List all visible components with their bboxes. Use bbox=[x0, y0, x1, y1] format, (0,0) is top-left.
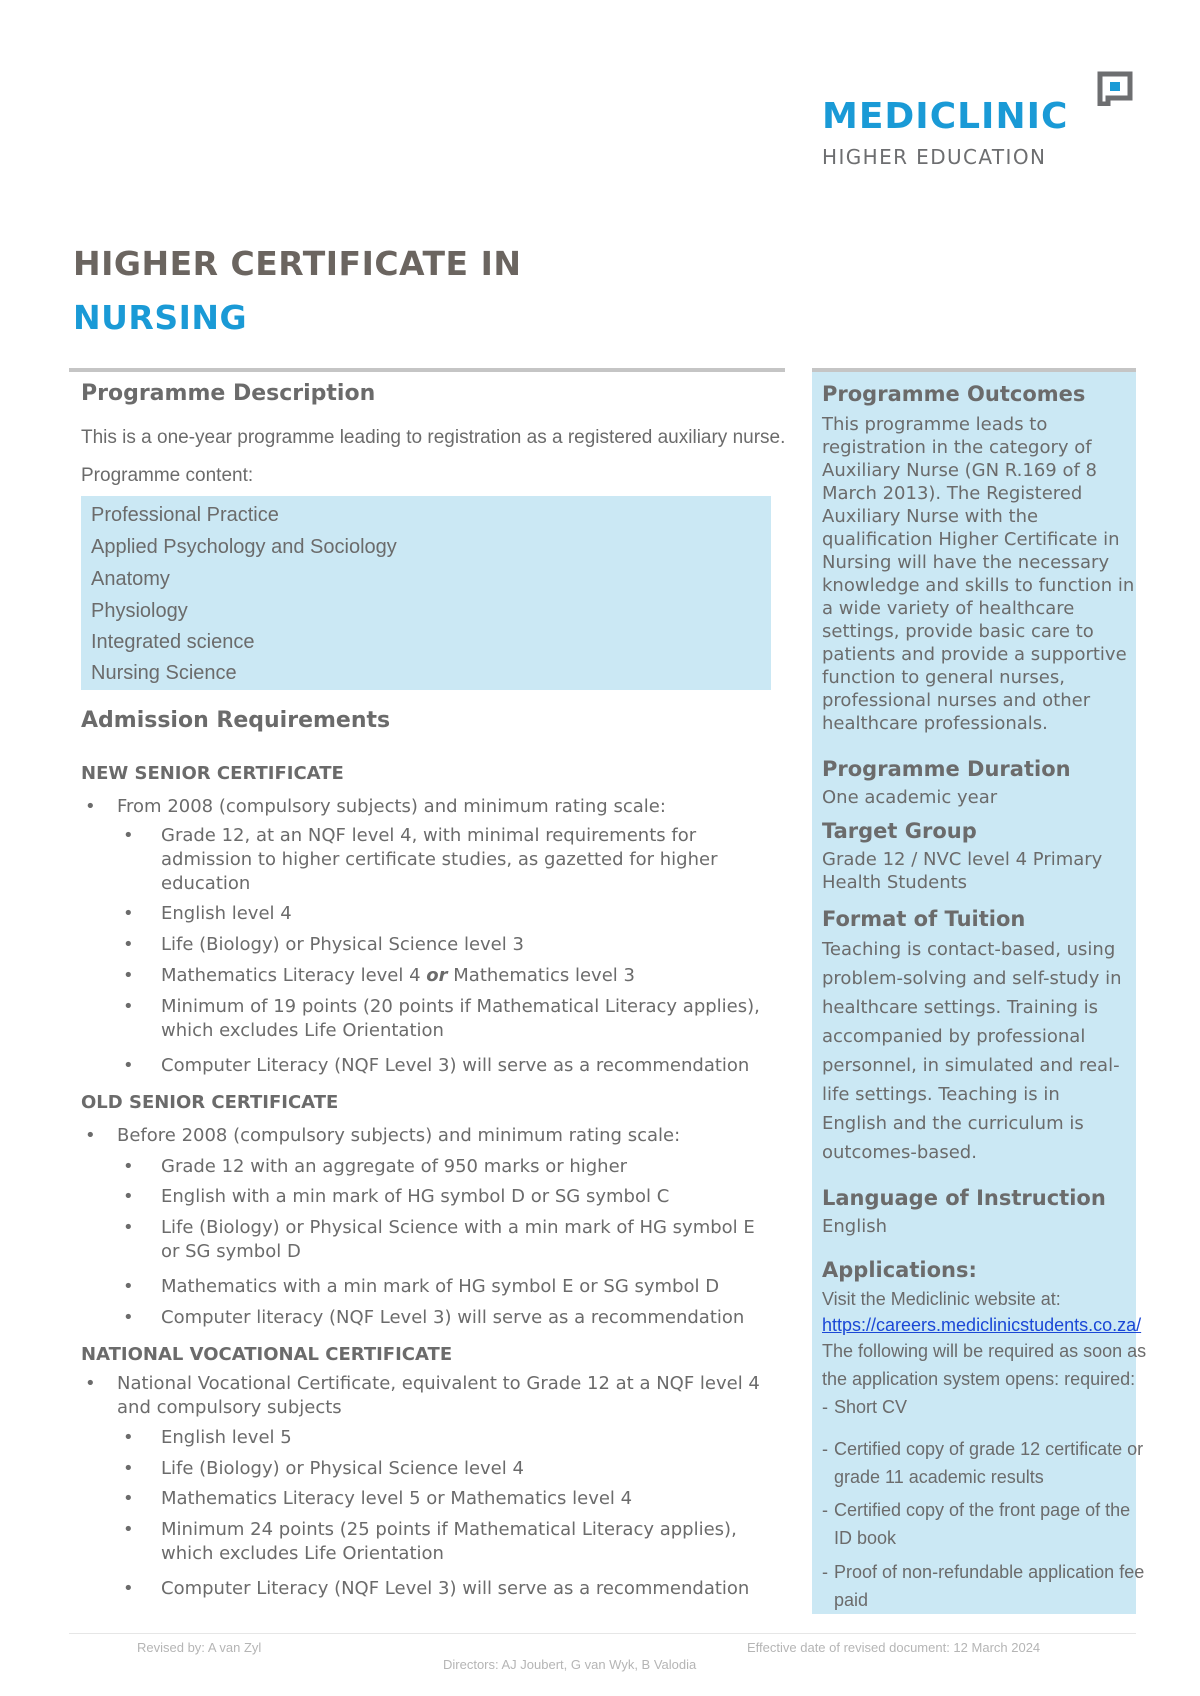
application-item-cont: grade 11 academic results bbox=[834, 1467, 1044, 1487]
language-of-instruction-text: English bbox=[822, 1216, 887, 1237]
applications-requirement-line: the application system opens: required: bbox=[822, 1369, 1136, 1389]
outcomes-line: qualification Higher Certificate in bbox=[822, 529, 1120, 550]
format-of-tuition-heading: Format of Tuition bbox=[822, 907, 1026, 931]
outcomes-line: Nursing will have the necessary bbox=[822, 552, 1110, 573]
nvc-main-item: • National Vocational Certificate, equivalent to Grade 12 at a NQF level 4 and compulsory subjects bbox=[85, 1373, 760, 1418]
list-item: Anatomy bbox=[91, 568, 170, 590]
outcomes-line: function to general nurses, bbox=[822, 667, 1065, 688]
page-title-line2: NURSING bbox=[73, 298, 248, 337]
tuition-line: Teaching is contact-based, using bbox=[822, 939, 1116, 960]
list-item: • English level 5 bbox=[123, 1427, 292, 1448]
outcomes-line: professional nurses and other bbox=[822, 690, 1091, 711]
outcomes-line: healthcare professionals. bbox=[822, 713, 1048, 734]
nvc-heading: NATIONAL VOCATIONAL CERTIFICATE bbox=[81, 1344, 453, 1365]
application-item: Certified copy of the front page of the bbox=[834, 1500, 1131, 1520]
language-of-instruction-heading: Language of Instruction bbox=[822, 1186, 1106, 1210]
logo-mark-icon bbox=[1094, 70, 1134, 106]
nsc-main-item: • From 2008 (compulsory subjects) and minimum rating scale: bbox=[85, 796, 666, 817]
tuition-line: English and the curriculum is bbox=[822, 1113, 1084, 1134]
outcomes-line: a wide variety of healthcare bbox=[822, 598, 1075, 619]
programme-duration-heading: Programme Duration bbox=[822, 757, 1071, 781]
list-item: Nursing Science bbox=[91, 662, 237, 684]
nsc-heading: NEW SENIOR CERTIFICATE bbox=[81, 763, 344, 784]
outcomes-line: Auxiliary Nurse (GN R.169 of 8 bbox=[822, 460, 1097, 481]
footer-directors: Directors: AJ Joubert, G van Wyk, B Valodia bbox=[443, 1657, 697, 1672]
list-item: • Mathematics with a min mark of HG symbol E or SG symbol D bbox=[123, 1276, 720, 1297]
list-item: Applied Psychology and Sociology bbox=[91, 536, 397, 558]
list-item: • English with a min mark of HG symbol D or SG symbol C bbox=[123, 1186, 670, 1207]
target-group-line: Health Students bbox=[822, 872, 968, 893]
outcomes-line: knowledge and skills to function in bbox=[822, 575, 1135, 596]
applications-heading: Applications: bbox=[822, 1258, 977, 1282]
outcomes-line: This programme leads to bbox=[822, 414, 1048, 435]
dash-bullet: - bbox=[822, 1397, 828, 1417]
list-item: • English level 4 bbox=[123, 903, 292, 924]
page-title-line1: HIGHER CERTIFICATE IN bbox=[73, 244, 522, 283]
list-item: • Minimum 24 points (25 points if Mathematical Literacy applies), which excludes Life Orientation bbox=[123, 1519, 737, 1564]
programme-content-label: Programme content: bbox=[81, 465, 254, 486]
tuition-line: accompanied by professional bbox=[822, 1026, 1086, 1047]
application-item: Proof of non-refundable application fee bbox=[834, 1562, 1145, 1582]
osc-heading: OLD SENIOR CERTIFICATE bbox=[81, 1092, 339, 1113]
footer-effective-date: Effective date of revised document: 12 March 2024 bbox=[747, 1640, 1041, 1655]
list-item: • Minimum of 19 points (20 points if Mathematical Literacy applies), which excludes Life Orientation bbox=[123, 996, 760, 1041]
left-column-rule bbox=[69, 368, 785, 372]
dash-bullet: - bbox=[822, 1562, 828, 1582]
application-item-cont: ID book bbox=[834, 1528, 897, 1548]
tuition-line: life settings. Teaching is in bbox=[822, 1084, 1060, 1105]
sidebar-panel bbox=[812, 368, 1147, 1614]
list-item: • Mathematics Literacy level 4 or Mathematics level 3 bbox=[123, 965, 635, 986]
mediclinic-logo bbox=[822, 66, 1142, 176]
outcomes-line: March 2013). The Registered bbox=[822, 483, 1083, 504]
list-item: • Computer Literacy (NQF Level 3) will serve as a recommendation bbox=[123, 1578, 750, 1599]
logo-brand: MEDICLINIC bbox=[822, 96, 1069, 137]
programme-outcomes-heading: Programme Outcomes bbox=[822, 382, 1086, 406]
programme-description-heading: Programme Description bbox=[81, 381, 376, 406]
tuition-line: problem-solving and self-study in bbox=[822, 968, 1122, 989]
application-item: Short CV bbox=[834, 1397, 908, 1417]
footer-rule bbox=[69, 1633, 1136, 1634]
admission-requirements-heading: Admission Requirements bbox=[81, 708, 391, 733]
applications-visit-text: Visit the Mediclinic website at: bbox=[822, 1289, 1061, 1309]
list-item: • Computer literacy (NQF Level 3) will serve as a recommendation bbox=[123, 1307, 745, 1328]
list-item: • Life (Biology) or Physical Science level 3 bbox=[123, 934, 524, 955]
osc-main-item: • Before 2008 (compulsory subjects) and minimum rating scale: bbox=[85, 1125, 681, 1146]
logo-tagline: HIGHER EDUCATION bbox=[822, 145, 1047, 169]
dash-bullet: - bbox=[822, 1500, 828, 1520]
list-item: • Grade 12 with an aggregate of 950 marks or higher bbox=[123, 1156, 628, 1177]
target-group-heading: Target Group bbox=[822, 819, 977, 843]
tuition-line: outcomes-based. bbox=[822, 1142, 977, 1163]
application-item: Certified copy of grade 12 certificate or bbox=[834, 1439, 1144, 1459]
target-group-line: Grade 12 / NVC level 4 Primary bbox=[822, 849, 1103, 870]
list-item: • Grade 12, at an NQF level 4, with minimal requirements for admission to higher certificate studies, as gazetted for higher education bbox=[123, 825, 718, 894]
careers-website-link[interactable]: https://careers.mediclinicstudents.co.za/ bbox=[822, 1315, 1142, 1335]
applications-requirement-line: The following will be required as soon as bbox=[822, 1341, 1147, 1361]
list-item: • Life (Biology) or Physical Science with a min mark of HG symbol E or SG symbol D bbox=[123, 1217, 755, 1262]
footer-revised-by: Revised by: A van Zyl bbox=[137, 1640, 262, 1655]
outcomes-line: settings, provide basic care to bbox=[822, 621, 1094, 642]
programme-duration-text: One academic year bbox=[822, 787, 998, 808]
outcomes-line: registration in the category of bbox=[822, 437, 1092, 458]
tuition-line: healthcare settings. Training is bbox=[822, 997, 1099, 1018]
programme-content-box bbox=[81, 496, 771, 690]
list-item: • Computer Literacy (NQF Level 3) will serve as a recommendation bbox=[123, 1055, 750, 1076]
tuition-line: personnel, in simulated and real- bbox=[822, 1055, 1120, 1076]
programme-description-intro: This is a one-year programme leading to registration as a registered auxiliary nurse. bbox=[81, 427, 786, 448]
dash-bullet: - bbox=[822, 1439, 828, 1459]
application-item-cont: paid bbox=[834, 1590, 869, 1610]
list-item: • Life (Biology) or Physical Science level 4 bbox=[123, 1458, 524, 1479]
list-item: Physiology bbox=[91, 600, 188, 622]
outcomes-line: patients and provide a supportive bbox=[822, 644, 1127, 665]
list-item: • Mathematics Literacy level 5 or Mathematics level 4 bbox=[123, 1488, 633, 1509]
list-item: Integrated science bbox=[91, 631, 255, 653]
list-item: Professional Practice bbox=[91, 504, 279, 526]
outcomes-line: Auxiliary Nurse with the bbox=[822, 506, 1039, 527]
